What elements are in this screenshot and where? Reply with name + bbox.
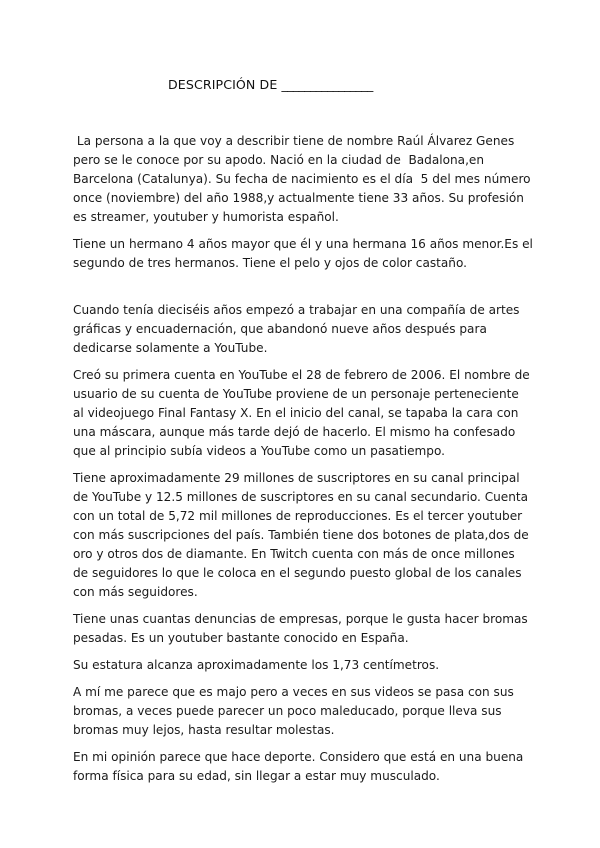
document-body (73, 132, 533, 794)
paragraph-family: Tiene un hermano 4 años mayor que él y una hermana 16 años menor.Es el segundo de tres hermanos. Tiene el pelo y ojos de color castaño. (73, 237, 533, 270)
paragraph-height: Su estatura alcanza aproximadamente los 1,73 centímetros. (73, 658, 440, 672)
paragraph-youtube-start: Creó su primera cuenta en YouTube el 28 de febrero de 2006. El nombre de usuario de su cuenta de YouTube proviene de un personaje perteneciente al videojuego Final Fantasy X. En el inicio del canal, se tapaba la cara con una máscara, aunque más tarde dejó de hacerlo. El mismo ha confesado que al principio subía videos a YouTube como un pasatiempo. (73, 368, 530, 458)
paragraph-subscribers: Tiene aproximadamente 29 millones de suscriptores en su canal principal de YouTube y 12.5 millones de suscriptores en su canal secundario. Cuenta con un total de 5,72 mil millones de reproducciones. Es el tercer youtuber con más suscripciones del país. También tiene dos botones de plata,dos de oro y otros dos de diamante. En Twitch cuenta con más de once millones de seguidores lo que le coloca en el segundo puesto global de los canales con más seguidores. (73, 471, 529, 599)
page-title (168, 77, 373, 92)
paragraph-opinion-fitness: En mi opinión parece que hace deporte. Considero que está en una buena forma física para su edad, sin llegar a estar muy musculado. (73, 750, 524, 783)
title-blank-line: ________________ (281, 77, 373, 92)
paragraph-complaints: Tiene unas cuantas denuncias de empresas, porque le gusta hacer bromas pesadas. Es un youtuber bastante conocido en España. (73, 612, 528, 645)
title-prefix: DESCRIPCIÓN DE (168, 77, 282, 92)
paragraph-opinion-personality: A mí me parece que es majo pero a veces en sus videos se pasa con sus bromas, a veces puede parecer un poco maleducado, porque lleva sus bromas muy lejos, hasta resultar molestas. (73, 685, 514, 737)
paragraph-intro: La persona a la que voy a describir tiene de nombre Raúl Álvarez Genes pero se le conoce por su apodo. Nació en la ciudad de Badalona,en Barcelona (Catalunya). Su fecha de nacimiento es el día 5 del mes número once (noviembre) del año 1988,y actualmente tiene 33 años. Su profesión es streamer, youtuber y humorista español. (73, 134, 535, 224)
paragraph-early-work: Cuando tenía dieciséis años empezó a trabajar en una compañía de artes gráficas y encuadernación, que abandonó nueve años después para dedicarse solamente a YouTube. (73, 303, 520, 355)
